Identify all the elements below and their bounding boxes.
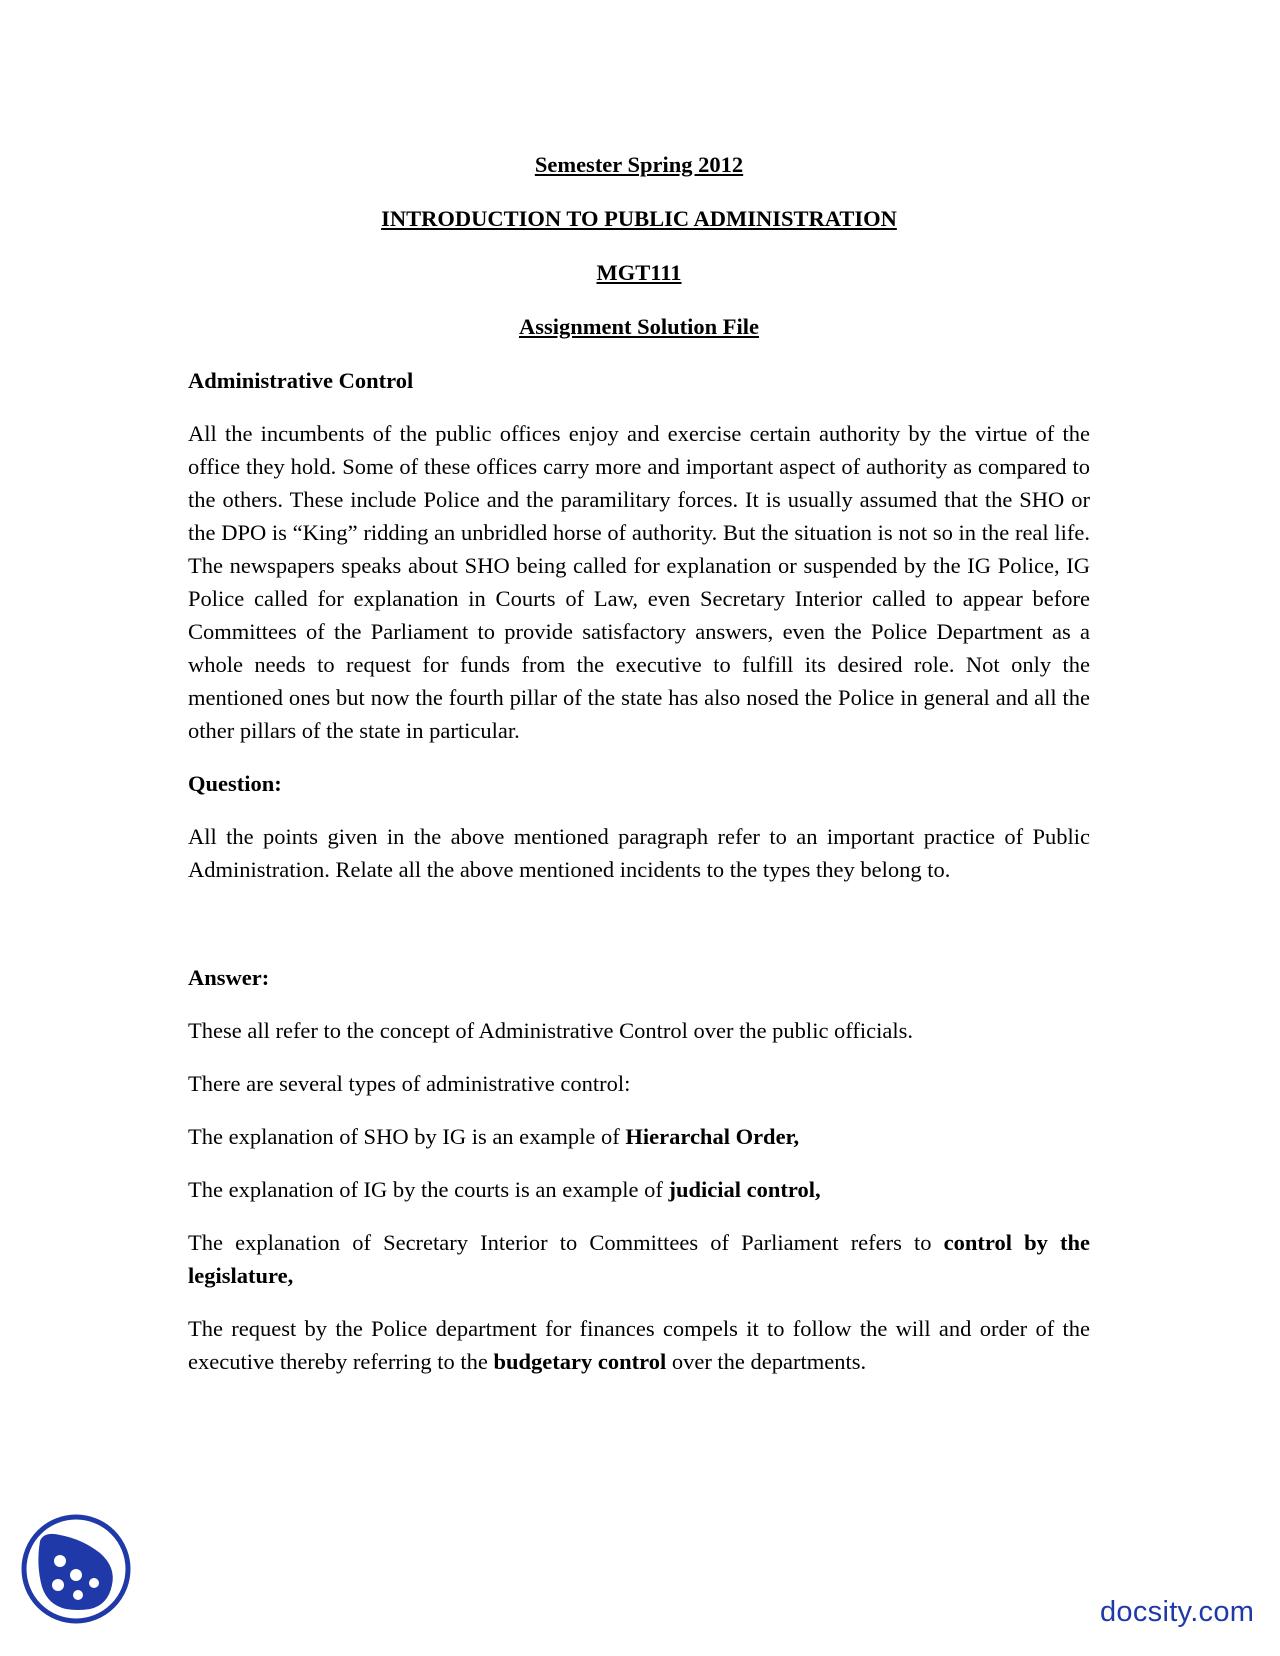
- item-term: control by the legislature,: [188, 1230, 1090, 1288]
- document-page: [188, 148, 1090, 1398]
- answer-item-judicial: [188, 1173, 1090, 1206]
- docsity-logo-icon[interactable]: [20, 1513, 132, 1625]
- docsity-brand[interactable]: docsity.com: [1100, 1596, 1255, 1628]
- section-heading: Administrative Control: [188, 368, 414, 393]
- item-text: The request by the Police department for finances compels it to follow the will and order of the executive thereby referring to the: [188, 1316, 1090, 1374]
- item-term: budgetary control: [493, 1349, 667, 1374]
- section-paragraph: All the incumbents of the public offices enjoy and exercise certain authority by the virtue of the office they hold. Some of these offices carry more and important aspect of authority as compared to the others. These include Police and the paramilitary forces. It is usually assumed that the SHO or the DPO is “King” ridding an unbridled horse of authority. But the situation is not so in the real life. The newspapers speaks about SHO being called for explanation or suspended by the IG Police, IG Police called for explanation in Courts of Law, even Secretary Interior called to appear before Committees of the Parliament to provide satisfactory answers, even the Police Department as a whole needs to request for funds from the executive to fulfill its desired role. Not only the mentioned ones but now the fourth pillar of the state has also nosed the Police in general and all the other pillars of the state in particular.: [188, 421, 1090, 743]
- question-heading: Question:: [188, 771, 282, 796]
- answer-item-legislature: [188, 1226, 1090, 1292]
- answer-line-1: These all refer to the concept of Administrative Control over the public officials.: [188, 1018, 913, 1043]
- semester-title: Semester Spring 2012: [534, 152, 744, 177]
- course-title: INTRODUCTION TO PUBLIC ADMINISTRATION: [381, 206, 897, 231]
- spacer: [188, 906, 1090, 961]
- item-text-post: over the departments.: [666, 1349, 867, 1374]
- item-term: judicial control,: [668, 1177, 821, 1202]
- answer-item-budgetary: [188, 1312, 1090, 1378]
- item-term: Hierarchal Order,: [625, 1124, 800, 1149]
- answer-heading: Answer:: [188, 965, 270, 990]
- answer-line-2: There are several types of administrative control:: [188, 1071, 631, 1096]
- item-text: The explanation of IG by the courts is an example of: [188, 1177, 669, 1202]
- item-text: The explanation of Secretary Interior to Committees of Parliament refers to: [188, 1230, 944, 1255]
- question-text: All the points given in the above mentioned paragraph refer to an important practice of Public Administration. Relate all the above mentioned incidents to the types they belong to.: [188, 824, 1090, 882]
- item-text: The explanation of SHO by IG is an example of: [188, 1124, 626, 1149]
- answer-item-hierarchal: [188, 1120, 1090, 1153]
- document-type: Assignment Solution File: [518, 314, 760, 339]
- course-code: MGT111: [596, 260, 682, 285]
